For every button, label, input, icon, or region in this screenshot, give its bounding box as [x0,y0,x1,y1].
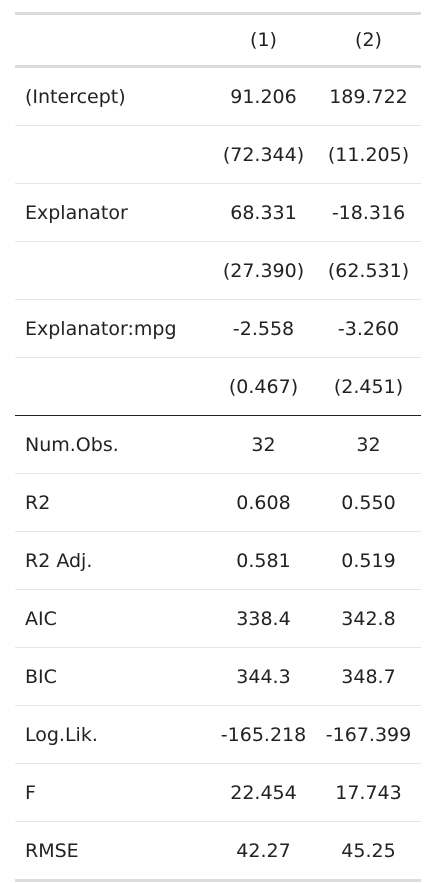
table-body [15,67,421,881]
row-value-model-2: (2.451) [316,358,421,416]
row-label: RMSE [15,822,211,881]
table-row-r2 [15,474,421,532]
row-value-model-2: 342.8 [316,590,421,648]
row-value-model-1: 42.27 [211,822,316,881]
header-row [15,14,421,67]
row-value-model-2: 348.7 [316,648,421,706]
row-label [15,242,211,300]
row-value-model-1: 32 [211,416,316,474]
row-value-model-1: 68.331 [211,184,316,242]
row-value-model-2: (11.205) [316,126,421,184]
row-value-model-1: -165.218 [211,706,316,764]
row-label: Log.Lik. [15,706,211,764]
row-value-model-2: 17.743 [316,764,421,822]
row-value-model-2: -3.260 [316,300,421,358]
row-label: R2 [15,474,211,532]
table-header [15,14,421,67]
row-value-model-1: 0.581 [211,532,316,590]
row-value-model-1: (0.467) [211,358,316,416]
row-label: Explanator:mpg [15,300,211,358]
row-value-model-1: 91.206 [211,67,316,126]
table-row-explanator-se [15,242,421,300]
table-row-r2-adj [15,532,421,590]
table-row-aic [15,590,421,648]
header-model-2: (2) [355,29,382,51]
row-label [15,358,211,416]
regression-table-container [15,12,421,882]
row-label: Explanator [15,184,211,242]
row-value-model-1: 0.608 [211,474,316,532]
row-value-model-1: (72.344) [211,126,316,184]
table-row-rmse [15,822,421,881]
row-label: (Intercept) [15,67,211,126]
table-row-log-lik [15,706,421,764]
table-row-f [15,764,421,822]
row-label: AIC [15,590,211,648]
row-value-model-1: 338.4 [211,590,316,648]
table-row-num-obs [15,416,421,474]
row-value-model-2: 0.550 [316,474,421,532]
header-model-1: (1) [250,29,277,51]
row-label: BIC [15,648,211,706]
row-value-model-2: (62.531) [316,242,421,300]
row-value-model-2: 45.25 [316,822,421,881]
table-row-intercept [15,67,421,126]
table-row-explanator-mpg [15,300,421,358]
row-value-model-2: -18.316 [316,184,421,242]
row-value-model-2: 0.519 [316,532,421,590]
row-label: Num.Obs. [15,416,211,474]
row-value-model-2: -167.399 [316,706,421,764]
table-row-intercept-se [15,126,421,184]
row-label: F [15,764,211,822]
table-row-explanator [15,184,421,242]
row-value-model-1: (27.390) [211,242,316,300]
row-value-model-1: 344.3 [211,648,316,706]
row-value-model-2: 32 [316,416,421,474]
table-row-bic [15,648,421,706]
table-row-explanator-mpg-se [15,358,421,416]
row-label [15,126,211,184]
row-value-model-1: 22.454 [211,764,316,822]
row-value-model-2: 189.722 [316,67,421,126]
header-blank-cell [15,14,211,67]
regression-table [15,12,421,882]
row-label: R2 Adj. [15,532,211,590]
row-value-model-1: -2.558 [211,300,316,358]
